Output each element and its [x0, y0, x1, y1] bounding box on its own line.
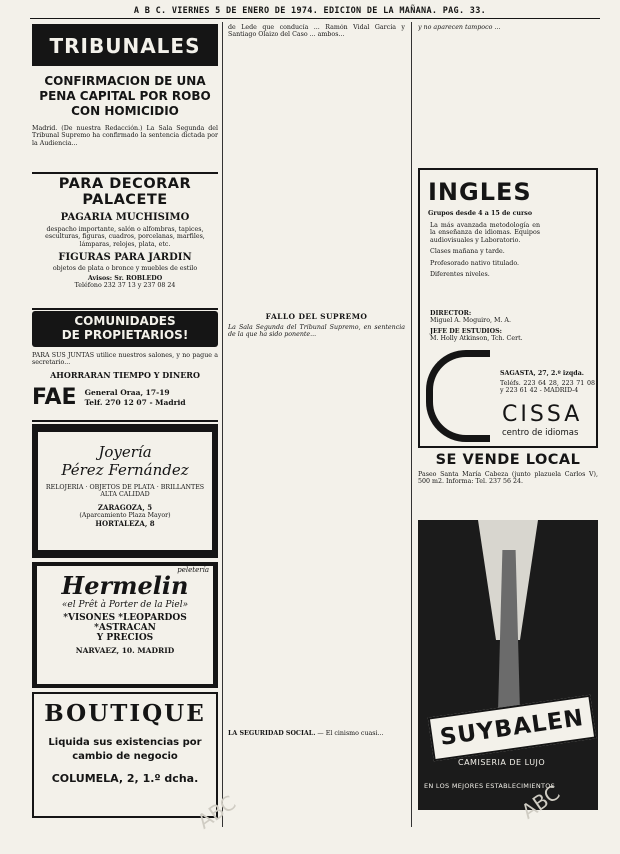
palacete-phones: Teléfono 232 37 13 y 237 08 24 [74, 282, 176, 290]
suybalen-ad [418, 510, 598, 810]
ingles-bullet: La más avanzada metodología en la enseñanza de idiomas. Equipos audiovisuales y Laboratorio. [430, 222, 540, 244]
joyeria-addr1: ZARAGOZA, 5 [97, 502, 153, 512]
comunidades-title1: COMUNIDADES [74, 314, 176, 328]
ingles-director: Miguel A. Moguiro, M. A. [430, 317, 511, 325]
page-header: A B C. VIERNES 5 DE ENERO DE 1974. EDICION DE LA MAÑANA. PAG. 33. [133, 6, 487, 16]
ingles-bullet: Clases mañana y tarde. [430, 248, 505, 256]
suybalen-sub: CAMISERIA DE LUJO [458, 758, 546, 767]
seguridad-text: — El cinismo cuasi... [317, 730, 384, 737]
suybalen-tag: EN LOS MEJORES ESTABLECIMIENTOS [424, 782, 556, 790]
sevende-ad [418, 452, 598, 486]
palacete-title: PARA DECORAR PALACETE [58, 176, 192, 208]
boutique-title: BOUTIQUE [44, 700, 206, 727]
article-col1b: La Sala Segunda del Tribunal Supremo, en sentencia de la que ha sido ponente... [228, 324, 405, 339]
header-rule [30, 18, 600, 19]
palacete-text: despacho importante, salón o alfombras, tapices, esculturas, figuras, cuadros, porcelanas, marfiles, lámparas, relojes, plata, etc. [45, 226, 205, 248]
fallo-heading: FALLO DEL SUPREMO [265, 312, 368, 321]
tribunales-section [32, 24, 218, 147]
joyeria-addr3: HORTALEZA, 8 [95, 519, 155, 529]
cissa-logo-mark [426, 350, 490, 442]
joyeria-line2: Pérez Fernández [61, 461, 189, 479]
hermelin-tag: peletería [177, 566, 209, 574]
hermelin-line1: *VISONES *LEOPARDOS [63, 613, 187, 623]
seguridad-heading: LA SEGURIDAD SOCIAL. [228, 730, 316, 737]
hermelin-address: NARVAEZ, 10. MADRID [75, 646, 175, 655]
comunidades-text: PARA SUS JUNTAS utilice nuestros salones, y no pague a secretario... [32, 351, 218, 367]
comunidades-ahorraran: AHORRARAN TIEMPO Y DINERO [50, 370, 200, 381]
hermelin-line3: Y PRECIOS [96, 633, 154, 643]
fae-logo: FAE [32, 385, 77, 411]
figuras-text: objetos de plata o bronce y muebles de estilo [52, 265, 198, 273]
abc-watermark: ABC [516, 780, 565, 824]
tribunales-banner: TRIBUNALES [32, 24, 218, 66]
cissa-brand: CISSA [502, 402, 583, 427]
sevende-text: Paseo Santa María Cabeza (junto plazuela Carlos V), 500 m2. Informa: Tel. 237 56 24. [418, 471, 598, 486]
fae-block [32, 385, 218, 410]
sevende-title: SE VENDE LOCAL [435, 452, 581, 468]
tribunales-headline: CONFIRMACION DE UNA PENA CAPITAL POR ROBO CON HOMICIDIO [39, 74, 211, 118]
comunidades-title2: DE PROPIETARIOS! [61, 327, 189, 342]
hermelin-name: Hermelin [61, 571, 189, 600]
ingles-jefe: M. Holly Atkinson, Tch. Cert. [430, 335, 523, 343]
tribunales-text: Madrid. (De nuestra Redacción.) La Sala Segunda del Tribunal Supremo ha confirmado la sentencia dictada por la Audiencia... [32, 125, 218, 147]
ingles-phones: Teléfs. 223 64 28, 223 71 08 y 223 61 42 - MADRID-4 [500, 380, 595, 395]
boutique-line2: cambio de negocio [72, 751, 178, 762]
divider [32, 420, 218, 422]
suybalen-name: SUYBALEN [428, 695, 597, 761]
palacete-sub: PAGARIA MUCHISIMO [60, 212, 190, 223]
article-col2: y no aparecen tampoco ... [418, 24, 501, 31]
abc-watermark: ABC [192, 790, 241, 834]
joyeria-text: RELOJERIA · OBJETOS DE PLATA · BRILLANTES ALTA CALIDAD [45, 484, 205, 499]
column-rule [222, 22, 223, 827]
ingles-ad [418, 168, 598, 448]
cissa-tagline: centro de idiomas [502, 428, 579, 438]
ingles-director-label: DIRECTOR: [430, 310, 472, 317]
boutique-ad [32, 692, 218, 818]
ingles-bullet: Diferentes niveles. [430, 271, 490, 279]
column-rule [411, 22, 412, 827]
joyeria-line1: Joyería [98, 443, 152, 461]
article-paragraph: de Lede que conducía ... Ramón Vidal García y Santiago Olaizo del Caso ... ambos... [228, 24, 405, 39]
ingles-bullet: Profesorado nativo titulado. [430, 259, 520, 267]
joyeria-addr2: (Aparcamiento Plaza Mayor) [79, 511, 171, 519]
palacete-ad [32, 176, 218, 290]
figuras-title: FIGURAS PARA JARDIN [58, 252, 192, 264]
comunidades-ad [32, 311, 218, 410]
ingles-title: INGLES [428, 178, 532, 206]
hermelin-slogan: «el Prêt à Porter de la Piel» [61, 600, 189, 610]
boutique-line1: Liquida sus existencias por [48, 737, 202, 748]
hermelin-ad [32, 562, 218, 688]
article-col1 [228, 24, 405, 304]
boutique-address: COLUMELA, 2, 1.º dcha. [51, 772, 199, 785]
ingles-sub: Grupos desde 4 a 15 de curso [428, 210, 533, 217]
ingles-address: SAGASTA, 27, 2.º izqda. [500, 370, 584, 377]
fae-phone: Telf. 270 12 07 - Madrid [84, 397, 186, 407]
seguridad-block [228, 730, 405, 737]
hermelin-line2: *ASTRACAN [94, 623, 156, 633]
divider [32, 172, 218, 174]
ingles-jefe-label: JEFE DE ESTUDIOS: [430, 327, 502, 335]
divider [32, 308, 218, 310]
joyeria-ad [32, 424, 218, 558]
palacete-contact: Avisos: Sr. ROBLEDO [87, 274, 163, 282]
fae-address: General Oraa, 17-19 [84, 388, 170, 398]
